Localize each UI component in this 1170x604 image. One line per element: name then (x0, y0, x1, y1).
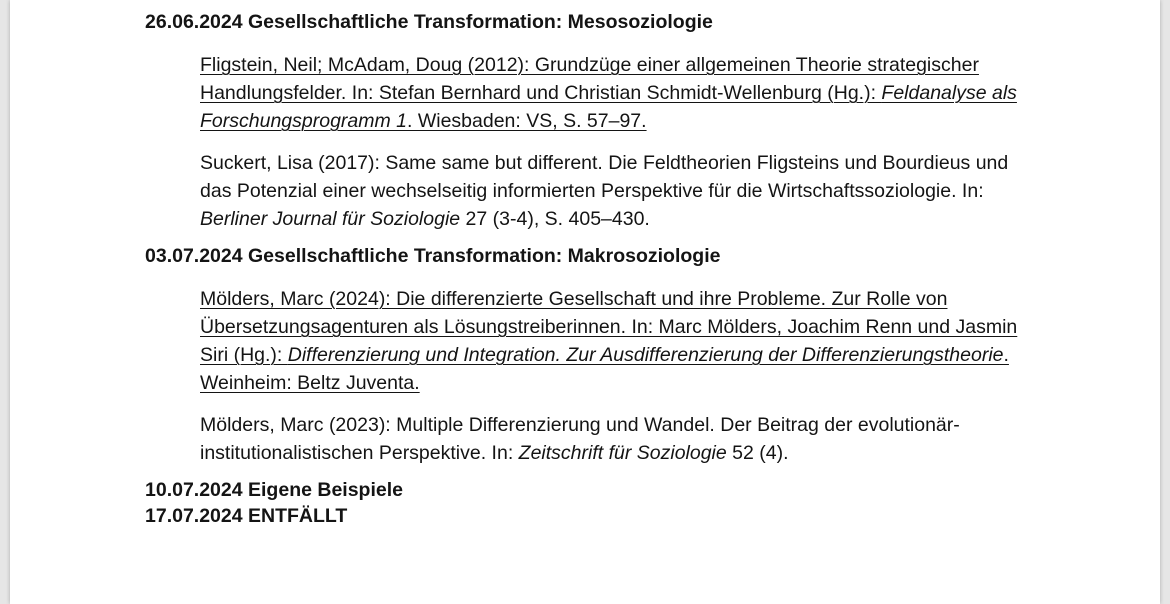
reference-details: . Wiesbaden: VS, S. 57–97. (407, 110, 647, 132)
session-heading: 26.06.2024 Gesellschaftliche Transformation: Mesosoziologie (145, 11, 713, 33)
session-heading: 03.07.2024 Gesellschaftliche Transformation: Makrosoziologie (145, 245, 721, 267)
reference-title: Zeitschrift für Soziologie (518, 442, 727, 464)
session-heading: 10.07.2024 Eigene Beispiele (145, 479, 403, 501)
reference-entry (200, 149, 1045, 233)
session-heading: 17.07.2024 ENTFÄLLT (145, 505, 348, 527)
reference-title: Feldanalyse als Forschungsprogramm 1 (200, 82, 1017, 132)
reference-link[interactable] (200, 51, 1045, 135)
document-page (10, 0, 1160, 604)
reference-text: Mölders, Marc (2024): Die differenzierte Gesellschaft und ihre Probleme. Zur Rolle von Übersetzungsagenturen als Lösungstreiberinnen. In: Marc Mölders, Joachim Renn und Jasmin Siri (Hg.): (200, 288, 1018, 366)
reference-text: Suckert, Lisa (2017): Same same but different. Die Feldtheorien Fligsteins und Bourdieus und das Potenzial einer wechselseitig informierten Perspektive für die Wirtschaftssoziologie. In: (200, 152, 1009, 202)
reference-details: . Weinheim: Beltz Juventa. (200, 344, 1009, 394)
reference-details: 27 (3-4), S. 405–430. (460, 208, 650, 230)
reference-title: Differenzierung und Integration. Zur Ausdifferenzierung der Differenzierungstheorie (287, 344, 1004, 366)
reference-entry (200, 411, 1045, 467)
reference-text: Mölders, Marc (2023): Multiple Differenzierung und Wandel. Der Beitrag der evolutionär-institutionalistischen Perspektive. In: (200, 414, 960, 464)
page-content (145, 8, 1045, 529)
reference-details: 52 (4). (726, 442, 789, 464)
reference-title: Berliner Journal für Soziologie (200, 208, 461, 230)
reference-link[interactable] (200, 285, 1045, 397)
reference-text: Fligstein, Neil; McAdam, Doug (2012): Grundzüge einer allgemeinen Theorie strategischer Handlungsfelder. In: Stefan Bernhard und Christian Schmidt-Wellenburg (Hg.): (200, 54, 979, 104)
